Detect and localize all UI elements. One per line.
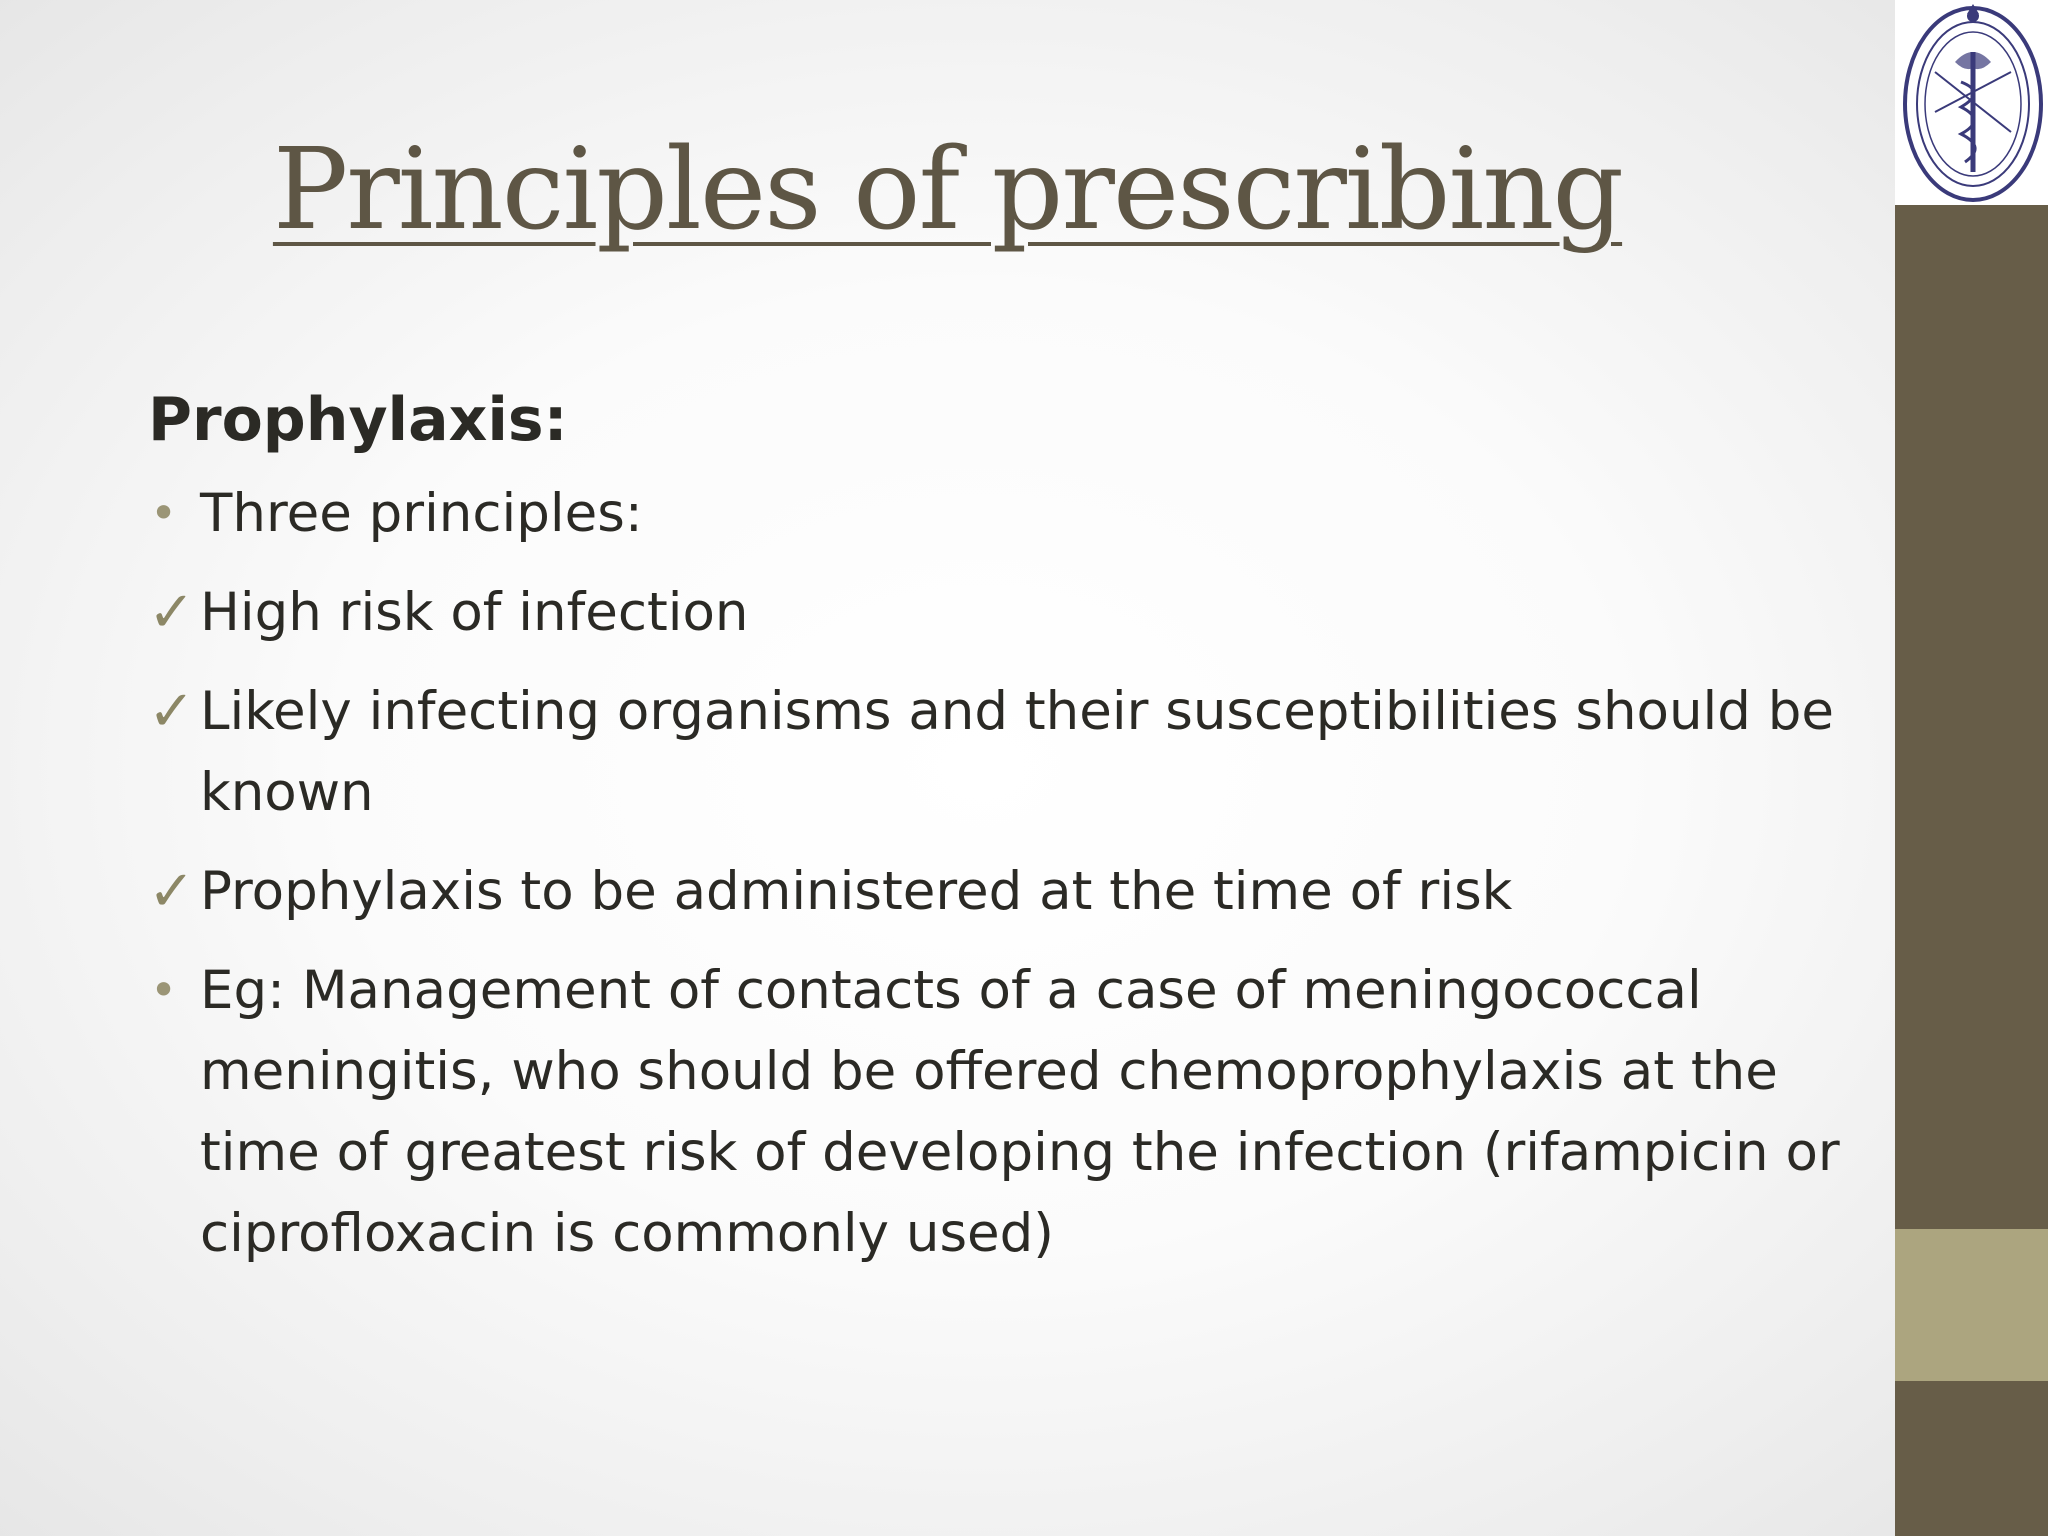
list-item-text: Likely infecting organisms and their susceptibilities should be known [200,681,1835,823]
slide-body [148,375,1868,1292]
checkmark-icon: ✓ [148,580,195,645]
sidebar-dark-band-bottom [1895,1381,2048,1536]
sidebar-light-band [1895,1229,2048,1381]
slide-title-text: Principles of prescribing [272,125,1623,255]
list-item-example [148,950,1868,1274]
list-item-text: High risk of infection [200,582,749,643]
checkmark-icon: ✓ [148,679,195,744]
list-item-high-risk [148,572,1868,653]
section-heading: Prophylaxis: [148,385,568,455]
checkmark-icon: ✓ [148,859,195,924]
sidebar-decoration [1895,0,2048,1536]
sidebar-dark-band-top [1895,205,2048,1229]
institute-seal-icon [1895,2,2048,202]
list-item-text: Prophylaxis to be administered at the time of risk [200,861,1513,922]
bullet-icon: • [150,486,178,540]
list-item-three-principles [148,473,1868,554]
slide-title [0,125,1895,255]
list-item-timing [148,851,1868,932]
list-item-text: Eg: Management of contacts of a case of meningococcal meningitis, who should be offered chemoprophylaxis at the time of greatest risk of developing the infection (rifampicin or ciprofloxacin is commonly used) [200,960,1840,1264]
list-item-text: Three principles: [200,483,643,544]
bullet-icon: • [150,963,178,1017]
list-item-organisms [148,671,1868,833]
